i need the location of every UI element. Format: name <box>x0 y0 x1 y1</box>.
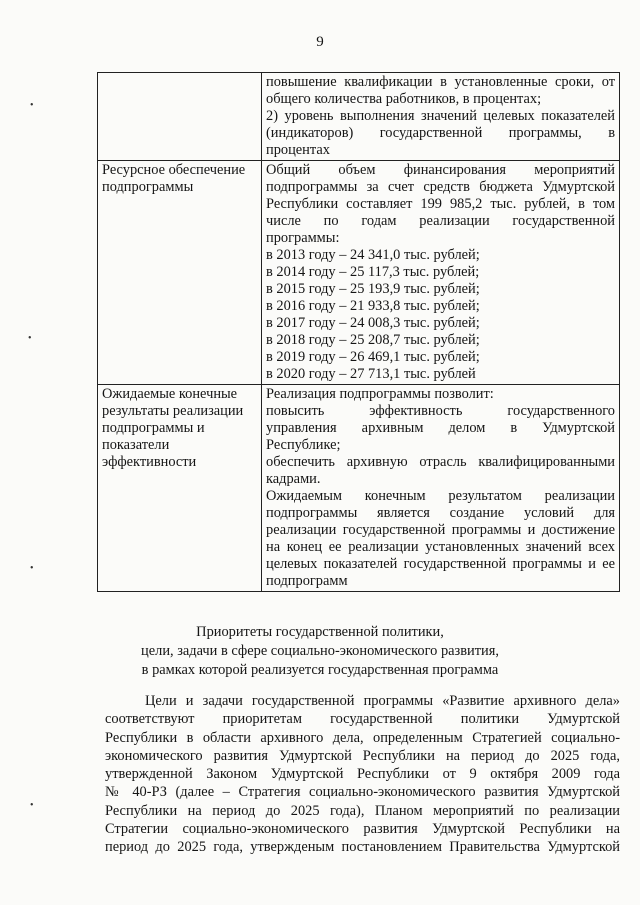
text-line: процентах <box>266 142 330 158</box>
row-content <box>262 385 620 592</box>
text-line: Общий объем финансирования мероприятий <box>266 162 615 178</box>
text-line: показатели <box>102 437 170 453</box>
text-line: в 2014 году – 25 117,3 тыс. рублей; <box>266 264 480 280</box>
text-line: в 2013 году – 24 341,0 тыс. рублей; <box>266 247 480 263</box>
row-label <box>98 385 262 592</box>
row-content <box>262 161 620 385</box>
text-line: в 2016 году – 21 933,8 тыс. рублей; <box>266 298 480 314</box>
text-line: № 40-РЗ (далее – Стратегия социально-экономического развития Удмуртской <box>105 784 620 801</box>
subprogram-passport-table <box>97 72 620 592</box>
margin-mark: • <box>30 800 34 811</box>
row-content <box>262 73 620 161</box>
text-line: подпрограммы <box>102 179 194 195</box>
text-line: в 2019 году – 26 469,1 тыс. рублей; <box>266 349 480 365</box>
text-line: 2) уровень выполнения значений целевых показателей <box>266 108 615 124</box>
text-line: Республики в области архивного дела, определенным Стратегией социально- <box>105 729 620 746</box>
section-heading <box>0 623 640 680</box>
text-line: соответствуют приоритетам государственной политики Удмуртской <box>105 711 620 728</box>
table-row <box>98 73 620 161</box>
text-line: подпрограмм <box>266 573 348 589</box>
text-line: утвержденной Законом Удмуртской Республики от 9 октября 2009 года <box>105 766 620 783</box>
row-label <box>98 73 262 161</box>
text-line: экономического развития Удмуртской Республики на период до 2025 года, <box>105 747 620 764</box>
margin-mark: • <box>30 563 34 574</box>
text-line: повышение квалификации в установленные сроки, от <box>266 74 615 90</box>
text-line: Приоритеты государственной политики, <box>196 624 444 640</box>
text-line: (индикаторов) государственной программы, в <box>266 125 615 141</box>
text-line: кадрами. <box>266 471 321 487</box>
text-line: Ожидаемые конечные <box>102 386 238 402</box>
margin-mark: • <box>28 333 32 344</box>
text-line: повысить эффективность государственного <box>266 403 615 419</box>
text-line: цели, задачи в сфере социально-экономического развития, <box>141 643 499 659</box>
text-line: на конец ее реализации установленных значений всех <box>266 539 615 555</box>
text-line: управления архивным делом в Удмуртской <box>266 420 615 436</box>
text-line: обеспечить архивную отрасль квалифицированными <box>266 454 615 470</box>
text-line: Республике; <box>266 437 341 453</box>
text-line: Республики на период до 2025 года), Планом мероприятий по реализации <box>105 802 620 819</box>
row-label <box>98 161 262 385</box>
text-line: в 2018 году – 25 208,7 тыс. рублей; <box>266 332 480 348</box>
text-line: реализации государственной программы и достижение <box>266 522 615 538</box>
text-line: период до 2025 года, утвержденым постановлением Правительства Удмуртской <box>105 839 620 856</box>
text-line: Ресурсное обеспечение <box>102 162 246 178</box>
text-line: эффективности <box>102 454 197 470</box>
text-line: программы: <box>266 230 340 246</box>
text-line: Реализация подпрограммы позволит: <box>266 386 494 402</box>
text-line: в 2020 году – 27 713,1 тыс. рублей <box>266 366 476 382</box>
text-line: в 2017 году – 24 008,3 тыс. рублей; <box>266 315 480 331</box>
margin-mark: • <box>30 100 34 111</box>
text-line: подпрограммы является создание условий для <box>266 505 615 521</box>
body-paragraph <box>105 692 620 857</box>
text-line: подпрограммы и <box>102 420 205 436</box>
text-line: в рамках которой реализуется государственная программа <box>141 662 499 678</box>
table-row <box>98 161 620 385</box>
text-line: Стратегии социально-экономического развития Удмуртской Республики на <box>105 821 620 838</box>
text-line: числе по годам реализации государственной <box>266 213 615 229</box>
text-line: целевых показателей государственной программы и ее <box>266 556 615 572</box>
text-line: результаты реализации <box>102 403 244 419</box>
page-number: 9 <box>316 34 324 50</box>
text-line: Цели и задачи государственной программы «Развитие архивного дела» <box>145 693 620 709</box>
text-line: в 2015 году – 25 193,9 тыс. рублей; <box>266 281 480 297</box>
table-row <box>98 385 620 592</box>
text-line: Республики составляет 199 985,2 тыс. рублей, в том <box>266 196 615 212</box>
text-line: общего количества работников, в процентах; <box>266 91 542 107</box>
text-line: подпрограммы за счет средств бюджета Удмуртской <box>266 179 615 195</box>
text-line: Ожидаемым конечным результатом реализации <box>266 488 615 504</box>
